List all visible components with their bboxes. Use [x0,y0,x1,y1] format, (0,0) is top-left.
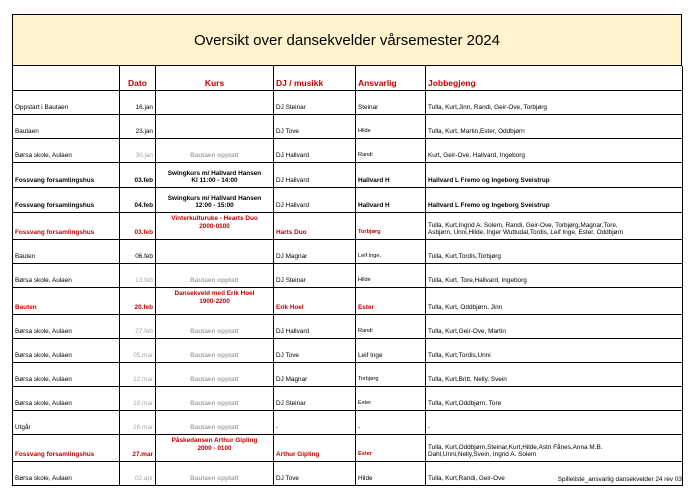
cell-ansvarlig: Ester [356,288,426,315]
cell-jobbegjeng: Tulla, Kurt, Tore,Hallvard, Ingeborg [426,264,683,288]
cell-kurs [156,163,274,188]
cell-dato: 13.feb [120,264,156,288]
table-row [13,339,683,363]
cell-dato: 06.feb [120,240,156,264]
cell-ansvarlig: Steinar [356,91,426,115]
kurs-line-2: 2000-0100 [199,222,230,230]
cell-dj: DJ Magnar [274,363,356,387]
header-ansvarlig: Ansvarlig [356,66,426,91]
cell-ansvarlig: Hilde [356,462,426,486]
table-row [13,188,683,213]
cell-jobbegjeng: Hallvard L Fremo og Ingeborg Sveistrup [426,163,683,188]
cell-dj: DJ Hallvard [274,139,356,163]
cell-sted: Bauten [13,288,120,315]
cell-kurs: Bautaen opptatt [156,264,274,288]
cell-sted: Børsa skole, Aulaen [13,315,120,339]
table-row [13,288,683,315]
header-dj: DJ / musikk [274,66,356,91]
cell-dj: DJ Hallvard [274,315,356,339]
cell-sted: Fossvang forsamlingshus [13,188,120,213]
cell-dato: 26.mar [120,411,156,435]
cell-kurs: Bautaen opptatt [156,462,274,486]
cell-jobbegjeng: Tulla, Kurt,Tordis,Unni [426,339,683,363]
header-dato: Dato [120,66,156,91]
cell-jobbegjeng: Tulla, Kurt,Oddbjørn, Tore [426,387,683,411]
cell-jobbegjeng: Tulla, Kurt,Jinn, Randi, Geir-Ove, Torbjørg [426,91,683,115]
cell-ansvarlig: Hilde [356,115,426,139]
cell-jobbegjeng: Tulla, Kurt,Geir-Ove, Martin [426,315,683,339]
jobbegjeng-line-2: Dahl,Unni,Nelly,Svein, Ingrid A. Solem [428,451,537,459]
table-row [13,435,683,462]
cell-dj: DJ Hallvard [274,163,356,188]
table-row [13,240,683,264]
cell-jobbegjeng: Kurt, Geir-Ove, Hallvard, Ingeborg [426,139,683,163]
cell-dato: 02.apr [120,462,156,486]
cell-jobbegjeng: Hallvard L Fremo og Ingeborg Sveistrup [426,188,683,213]
cell-jobbegjeng: Tulla, Kurt,Tordis,Torbjørg [426,240,683,264]
cell-ansvarlig: Hallvard H [356,188,426,213]
cell-dj: DJ Tove [274,339,356,363]
kurs-line-2: 2000 - 0100 [197,444,232,452]
cell-dj: - [274,411,356,435]
cell-sted: Børsa skole, Aulaen [13,339,120,363]
cell-jobbegjeng [426,213,683,240]
cell-ansvarlig: Leif Inge [356,339,426,363]
table-row [13,363,683,387]
cell-ansvarlig: Leif Inge, [356,240,426,264]
kurs-line-1: Swingkurs m/ Hallvard Hansen [167,194,262,202]
cell-ansvarlig: Torbjørg [356,213,426,240]
cell-kurs: Bautaen opptatt [156,315,274,339]
cell-jobbegjeng: Tulla, Kurt, Oddbjørn, Jinn [426,288,683,315]
cell-kurs [156,288,274,315]
cell-dato: 12.mar [120,363,156,387]
jobbegjeng-line-2: Asbjørn, Unni,Hilde, Inger Wuttudal,Tordis, Leif Inge, Ester, Oddbjørn [428,229,624,237]
table-row [13,411,683,435]
table-row [13,91,683,115]
cell-jobbegjeng [426,435,683,462]
cell-sted: Børsa skole, Aulaen [13,139,120,163]
kurs-line-1: Påskedansen Arthur Gipling [171,437,258,444]
cell-sted: Bauten [13,240,120,264]
jobbegjeng-line-1: Tulla, Kurt,Oddbjørn,Steinar,Kurt,Hilde,Astri Fånes,Anna M.B. [428,443,603,451]
cell-sted: Børsa skole, Aulaen [13,363,120,387]
cell-kurs: Bautaen opptatt [156,363,274,387]
spreadsheet [12,14,682,486]
cell-sted: Bautaen [13,115,120,139]
cell-sted: Fossvang forsamlingshus [13,163,120,188]
cell-dato: 20.feb [120,288,156,315]
cell-dj: DJ Tove [274,115,356,139]
cell-dato: 27.mar [120,435,156,462]
cell-dj: DJ Steinar [274,387,356,411]
cell-kurs [156,213,274,240]
cell-sted: Børsa skole, Aulaen [13,462,120,486]
cell-dato: 27.feb [120,315,156,339]
cell-ansvarlig: Ester [356,387,426,411]
cell-jobbegjeng: Tulla, Kurt, Martin,Ester, Oddbjørn [426,115,683,139]
cell-kurs: Bautaen opptatt [156,411,274,435]
cell-sted: Børsa skole, Aulaen [13,264,120,288]
cell-ansvarlig: Randi [356,139,426,163]
cell-ansvarlig: - [356,411,426,435]
cell-sted: Oppstart i Bautaen [13,91,120,115]
kurs-line-2: 12:00 - 15:00 [195,202,234,210]
header-jobbegjeng: Jobbegjeng [426,66,683,91]
cell-dato: 03.feb [120,213,156,240]
cell-ansvarlig: Randi [356,315,426,339]
cell-jobbegjeng: - [426,411,683,435]
cell-kurs: Bautaen opptatt [156,339,274,363]
cell-dj: DJ Tove [274,462,356,486]
cell-kurs: Bautaen opptatt [156,139,274,163]
cell-dato: 23.jan [120,115,156,139]
cell-dj: DJ Hallvard [274,188,356,213]
cell-sted: Fossvang forsamlingshus [13,435,120,462]
footer-note: Spilleliste_ansvarlig dansekvelder 24 rev 03 [557,476,682,483]
cell-dato: 04.feb [120,188,156,213]
cell-dato: 03.feb [120,163,156,188]
schedule-table [12,66,683,486]
cell-ansvarlig: Ester [356,435,426,462]
table-header-row [13,66,683,91]
cell-sted: Fossvang forsamlingshus [13,213,120,240]
page-title: Oversikt over dansekvelder vårsemester 2024 [12,14,682,66]
cell-sted: Utgår [13,411,120,435]
table-row [13,387,683,411]
table-row [13,315,683,339]
kurs-line-2: Kl 11:00 - 14:00 [191,177,238,185]
cell-ansvarlig: Hilde [356,264,426,288]
table-row [13,264,683,288]
cell-kurs [156,435,274,462]
kurs-line-1: Vinterkulturuke - Hearts Duo [171,215,258,222]
table-row [13,163,683,188]
cell-kurs [156,188,274,213]
cell-dj: DJ Magnar [274,240,356,264]
cell-dj: DJ Steinar [274,91,356,115]
cell-dato: 30.jan [120,139,156,163]
table-row [13,213,683,240]
cell-kurs [156,115,274,139]
table-row [13,139,683,163]
header-kurs: Kurs [156,66,274,91]
cell-dj: Arthur Gipling [274,435,356,462]
cell-dato: 16.jan [120,91,156,115]
header-sted [13,66,120,91]
cell-sted: Børsa skole, Aulaen [13,387,120,411]
kurs-line-2: 1900-2200 [199,297,230,305]
cell-kurs [156,91,274,115]
cell-dj: Erik Hoel [274,288,356,315]
cell-dj: Harts Duo [274,213,356,240]
cell-dj: DJ Steinar [274,264,356,288]
cell-jobbegjeng: Tulla, Kurt,Britt, Nelly, Svein [426,363,683,387]
cell-dato: 19.mar [120,387,156,411]
cell-ansvarlig: Hallvard H [356,163,426,188]
cell-jobbegjeng: Tulla, Kurt,Randi, Geir-Ove [426,462,683,486]
jobbegjeng-line-1: Tulla, Kurt,Ingrid A. Solem, Randi, Geir-Ove, Torbjørg,Magnar,Tore, [428,221,618,229]
cell-ansvarlig: Torbjørg [356,363,426,387]
kurs-line-1: Swingkurs m/ Hallvard Hansen [167,169,262,177]
cell-kurs [156,240,274,264]
table-row [13,115,683,139]
cell-kurs: Bautaen opptatt [156,387,274,411]
kurs-line-1: Dansekveld med Erik Hoel [174,290,255,297]
cell-dato: 05.mar [120,339,156,363]
